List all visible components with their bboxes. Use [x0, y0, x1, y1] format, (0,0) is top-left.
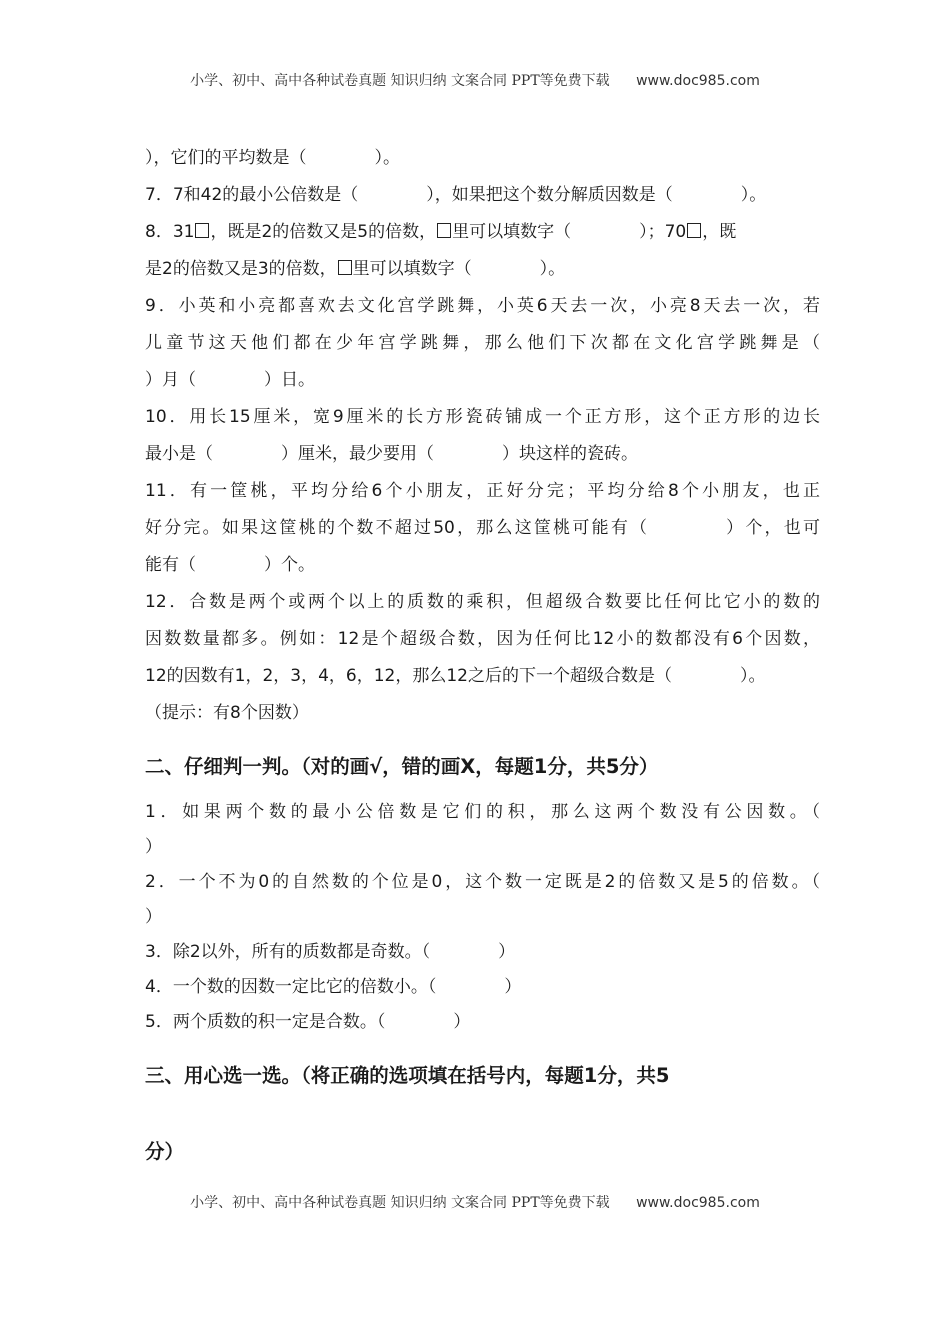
blank-box	[338, 260, 352, 275]
question-11-line-3: 能有（ ）个。	[145, 555, 315, 575]
section-3-title-cont: 分）	[145, 1140, 185, 1163]
question-12-line-1: 12．合数是两个或两个以上的质数的乘积，但超级合数要比任何比它小的数的	[145, 592, 820, 612]
judge-1-line-2: ）	[145, 837, 162, 857]
question-12-hint: （提示：有8个因数）	[145, 703, 309, 723]
page-header	[0, 70, 950, 90]
q8-text: 里可以填数字（ ）；70	[452, 222, 687, 242]
header-site: www.doc985.com	[636, 73, 760, 89]
q8-text: 8．31	[145, 222, 195, 242]
exam-body	[145, 140, 820, 1170]
header-text: 小学、初中、高中各种试卷真题 知识归纳 文案合同 PPT等免费下载	[190, 73, 610, 89]
judge-5: 5．两个质数的积一定是合数。（ ）	[145, 1012, 471, 1032]
blank-box	[687, 223, 701, 238]
q8-text: 是2的倍数又是3的倍数，	[145, 259, 337, 279]
q8-text: 里可以填数字（ ）。	[352, 259, 566, 279]
section-3-title: 三、用心选一选。（将正确的选项填在括号内，每题1分，共5	[145, 1064, 670, 1087]
judge-1-line-1: 1．如果两个数的最小公倍数是它们的积，那么这两个数没有公因数。（	[145, 802, 820, 822]
question-12-line-3: 12的因数有1，2，3，4，6，12，那么12之后的下一个超级合数是（ ）。	[145, 666, 766, 686]
q8-text: ，既是2的倍数又是5的倍数，	[210, 222, 437, 242]
footer-site: www.doc985.com	[636, 1195, 760, 1211]
footer-text: 小学、初中、高中各种试卷真题 知识归纳 文案合同 PPT等免费下载	[190, 1195, 610, 1211]
question-8-line-1	[145, 214, 820, 251]
section-2-title: 二、仔细判一判。（对的画√，错的画X，每题1分，共5分）	[145, 755, 659, 778]
judge-4: 4．一个数的因数一定比它的倍数小。（ ）	[145, 977, 522, 997]
blank-box	[195, 223, 209, 238]
question-11-line-2: 好分完。如果这筐桃的个数不超过50，那么这筐桃可能有（ ）个，也可	[145, 518, 820, 538]
question-10-line-1: 10．用长15厘米，宽9厘米的长方形瓷砖铺成一个正方形，这个正方形的边长	[145, 407, 820, 427]
question-9-line-3: ）月（ ）日。	[145, 370, 315, 390]
q8-text: ，既	[702, 222, 737, 242]
question-9-line-1: 9．小英和小亮都喜欢去文化宫学跳舞，小英6天去一次，小亮8天去一次，若	[145, 296, 820, 316]
question-11-line-1: 11．有一筐桃，平均分给6个小朋友，正好分完；平均分给8个小朋友，也正	[145, 481, 820, 501]
judge-2-line-1: 2．一个不为0的自然数的个位是0，这个数一定既是2的倍数又是5的倍数。（	[145, 872, 820, 892]
question-10-line-2: 最小是（ ）厘米，最少要用（ ）块这样的瓷砖。	[145, 444, 638, 464]
question-8-line-2	[145, 251, 820, 288]
page-footer	[0, 1192, 950, 1212]
question-9-line-2: 儿童节这天他们都在少年宫学跳舞，那么他们下次都在文化宫学跳舞是（	[145, 333, 820, 353]
judge-2-line-2: ）	[145, 907, 162, 927]
question-line: ），它们的平均数是（ ）。	[145, 148, 400, 168]
judge-3: 3．除2以外，所有的质数都是奇数。（ ）	[145, 942, 516, 962]
blank-box	[437, 223, 451, 238]
question-12-line-2: 因数数量都多。例如：12是个超级合数，因为任何比12小的数都没有6个因数，	[145, 629, 820, 649]
question-7: 7．7和42的最小公倍数是（ ），如果把这个数分解质因数是（ ）。	[145, 185, 767, 205]
